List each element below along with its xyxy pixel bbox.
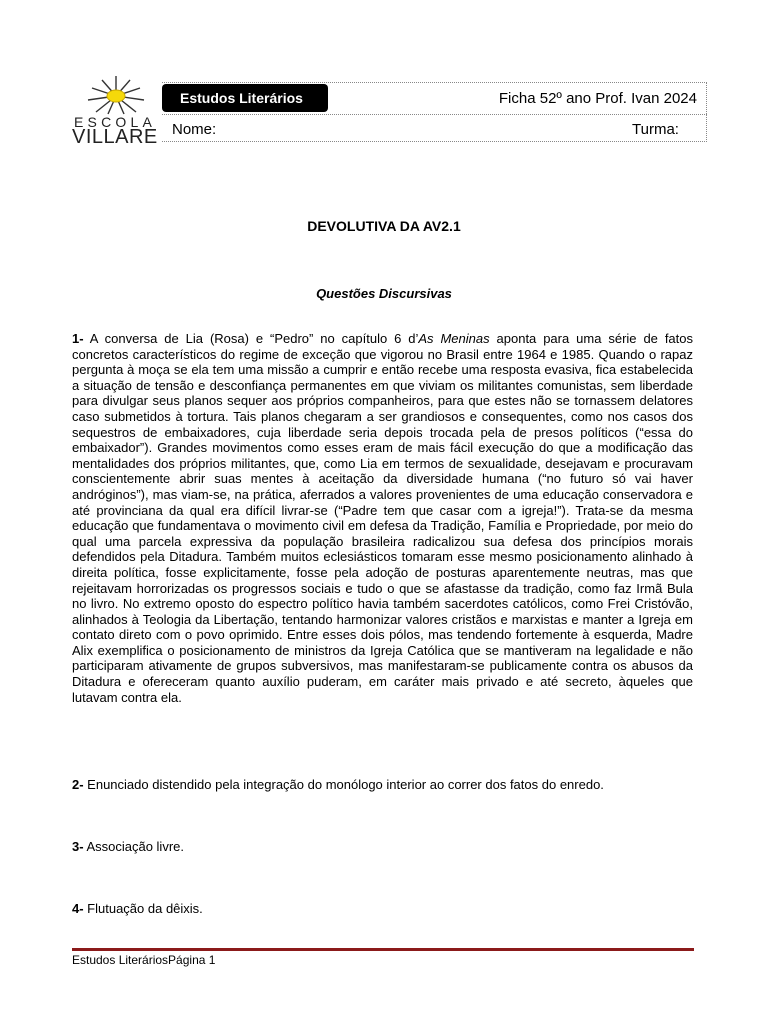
divider [162, 141, 707, 142]
logo-text-escola: ESCOLA [74, 114, 156, 130]
answer-number: 2- [72, 777, 84, 792]
footer-rule [72, 948, 694, 951]
name-label: Nome: [172, 121, 217, 138]
ficha-info: Ficha 52º ano Prof. Ivan 2024 [498, 90, 697, 107]
section-subtitle: Questões Discursivas [316, 286, 452, 301]
answer-text: Flutuação da dêixis. [83, 901, 203, 916]
page-footer: Estudos LiteráriosPágina 1 [72, 953, 216, 967]
logo-text-villare: VILLARE [72, 126, 158, 148]
class-label: Turma: [632, 121, 679, 138]
answer-text: A conversa de Lia (Rosa) e “Pedro” no capítulo 6 d’ [83, 331, 419, 346]
divider [162, 114, 707, 115]
answer-number: 4- [72, 901, 84, 916]
school-logo [72, 74, 162, 148]
document-title: DEVOLUTIVA DA AV2.1 [307, 218, 461, 234]
answer-1 [72, 331, 693, 705]
answer-2 [72, 777, 604, 792]
answer-number: 3- [72, 839, 84, 854]
answer-number: 1- [72, 331, 84, 346]
subject-label: Estudos Literários [162, 84, 328, 112]
header-box [162, 82, 707, 142]
sun-icon [72, 74, 162, 116]
answer-text: Associação livre. [83, 839, 184, 854]
divider [706, 82, 707, 142]
answer-3 [72, 839, 184, 854]
answer-text: aponta para uma série de fatos concretos característicos do regime de exceção que vigorou no Brasil entre 1964 e 1985. Quando o rapaz pergunta à moça se ela tem uma missão a cumprir e então recebe uma resposta evasiva, fica estabelecida a situação de tensão e desconfiança permanentes em que viviam os militantes comunistas, sem liberdade para divulgar seus planos sequer aos próprios companheiros, para que estes não se tornassem delatores caso submetidos à tortura. Tais planos chegaram a ser grandiosos e consequentes, como nos casos dos sequestros de embaixadores, cuja liberdade seria depois trocada pela de presos políticos (“essa do embaixador”). Grandes movimentos como esses eram de mais fácil execução do que a modificação das mentalidades dos próprios militantes, que, como Lia em termos de sexualidade, desejavam e procuravam conscientemente abrir suas mentes à aceitação da diversidade humana (“no futuro só vai haver andróginos”), mas viam-se, na prática, aferrados a valores provenientes de uma educação conservadora e até provinciana da qual era difícil livrar-se (“Padre tem que casar com a igreja!”). Trata-se da mesma educação que fundamentava o movimento civil em defesa da Tradição, Família e Propriedade, por meio do qual uma parcela expressiva da população brasileira radicalizou sua defesa dos princípios morais defendidos pela Ditadura. Também muitos eclesiásticos tomaram esse mesmo posicionamento alinhado à direita política, fosse explicitamente, fosse pela adoção de posturas aparentemente neutras, mas que rejeitavam horrorizadas os progressos sociais e tudo o que se afastasse da tradição, como faz Irmã Bula no livro. No extremo oposto do espectro político havia também sacerdotes católicos, como Frei Cristóvão, alinhados à Teologia da Libertação, tentando harmonizar valores cristãos e marxistas e manter a Igreja em contato direto com o povo oprimido. Entre esses dois pólos, mas tendendo fortemente à esquerda, Madre Alix exemplifica o posicionamento de ministros da Igreja Católica que se mantiveram na legalidade e não participaram ativamente de grupos subversivos, mas manifestaram-se publicamente contra os abusos da Ditadura e ofereceram quanto auxílio puderam, em caráter mais privado e até secreto, àqueles que lutavam contra ela. [72, 331, 694, 705]
book-title: As Meninas [418, 331, 490, 346]
answer-4 [72, 901, 203, 916]
divider [162, 82, 707, 83]
answer-text: Enunciado distendido pela integração do monólogo interior ao correr dos fatos do enredo. [83, 777, 604, 792]
